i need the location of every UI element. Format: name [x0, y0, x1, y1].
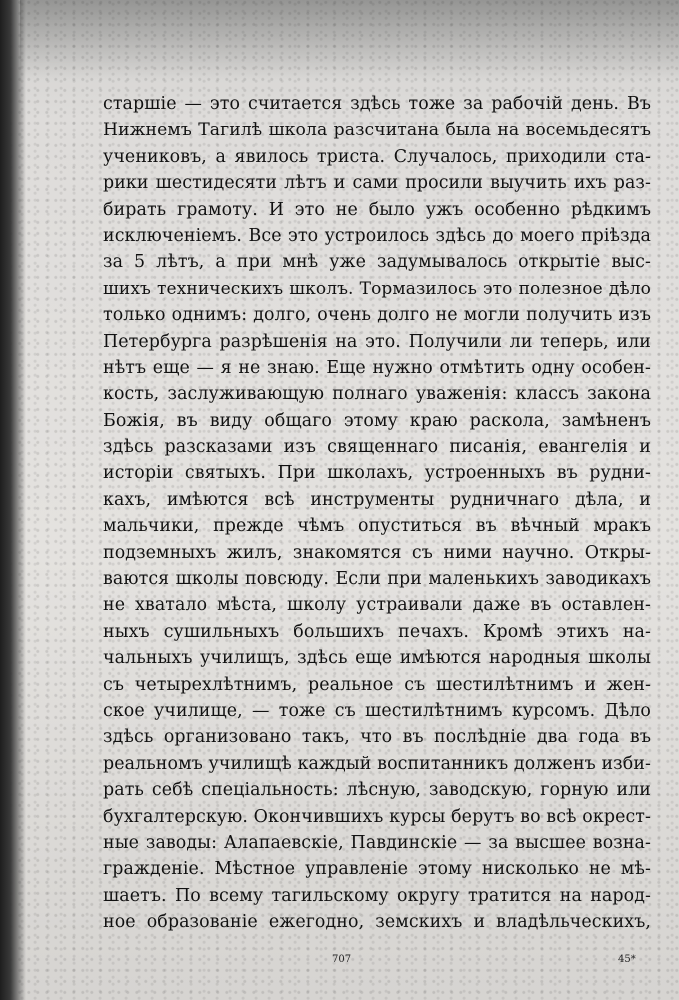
text-line: Петербурга разрѣшенія на это. Получили ли теперь, или — [103, 331, 651, 352]
signature-mark: 45* — [618, 954, 636, 965]
text-line: гражденіе. Мѣстное управленіе этому нисколько не мѣ- — [103, 859, 651, 880]
text-line: нѣтъ еще — я не знаю. Еще нужно отмѣтить одну особен- — [103, 357, 651, 378]
text-line: кахъ, имѣются всѣ инструменты рудничнаго дѣла, и — [103, 489, 651, 510]
text-line: шаетъ. По всему тагильскому округу тратится на народ- — [103, 885, 651, 906]
text-line: съ четырехлѣтнимъ, реальное съ шестилѣтнимъ и жен- — [103, 674, 651, 695]
text-line: подземныхъ жилъ, знакомятся съ ними научно. Откры- — [103, 542, 651, 563]
text-line: учениковъ, а явилось триста. Случалось, приходили ста- — [103, 146, 651, 167]
text-line: шихъ техническихъ школъ. Тормазилось это полезное дѣло — [103, 278, 651, 299]
text-line: не хватало мѣста, школу устраивали даже въ оставлен- — [103, 595, 651, 616]
text-line: реальномъ училищѣ каждый воспитанникъ долженъ изби- — [103, 753, 651, 774]
text-line: мальчики, прежде чѣмъ опуститься въ вѣчный мракъ — [103, 516, 651, 537]
text-line: здѣсь разсказами изъ священнаго писанія, евангелія и — [103, 437, 651, 458]
body-text — [103, 91, 651, 936]
text-line: бирать грамоту. И это не было ужъ особенно рѣдкимъ — [103, 199, 651, 220]
text-line: рики шестидесяти лѣтъ и сами просили выучить ихъ раз- — [103, 173, 651, 194]
text-line: ное образованіе ежегодно, земскихъ и владѣльческихъ, — [103, 912, 651, 933]
text-line: исторіи святыхъ. При школахъ, устроенныхъ въ рудни- — [103, 463, 651, 484]
text-line: за 5 лѣтъ, а при мнѣ уже задумывалось открытіе выс- — [103, 252, 651, 273]
text-line: ское училище, — тоже съ шестилѣтнимъ курсомъ. Дѣло — [103, 700, 651, 721]
text-line: ные заводы: Алапаевскіе, Павдинскіе — за высшее возна- — [103, 832, 651, 853]
page-number: 707 — [332, 954, 352, 965]
text-line: исключеніемъ. Все это устроилось здѣсь до моего пріѣзда — [103, 225, 651, 246]
text-line: ныхъ сушильныхъ большихъ печахъ. Кромѣ этихъ на- — [103, 621, 651, 642]
text-line: только однимъ: долго, очень долго не могли получить изъ — [103, 305, 651, 326]
text-line: Нижнемъ Тагилѣ школа разсчитана была на восемьдесятъ — [103, 120, 651, 141]
scan-top-shadow — [20, 0, 679, 80]
text-line: кость, заслуживающую полнаго уваженія: классъ закона — [103, 384, 651, 405]
text-line: здѣсь организовано такъ, что въ послѣдніе два года въ — [103, 727, 651, 748]
text-line: ваются школы повсюду. Если при маленькихъ заводикахъ — [103, 569, 651, 590]
text-line: чальныхъ училищъ, здѣсь еще имѣются народныя школы — [103, 648, 651, 669]
text-line: старшіе — это считается здѣсь тоже за рабочій день. Въ — [103, 94, 651, 114]
scan-left-edge — [0, 0, 26, 1000]
text-line: бухгалтерскую. Окончившихъ курсы берутъ во всѣ окрест- — [103, 806, 651, 827]
text-line: Божія, въ виду общаго этому краю раскола, замѣненъ — [103, 410, 651, 431]
text-line: рать себѣ спеціальность: лѣсную, заводскую, горную или — [103, 780, 651, 801]
